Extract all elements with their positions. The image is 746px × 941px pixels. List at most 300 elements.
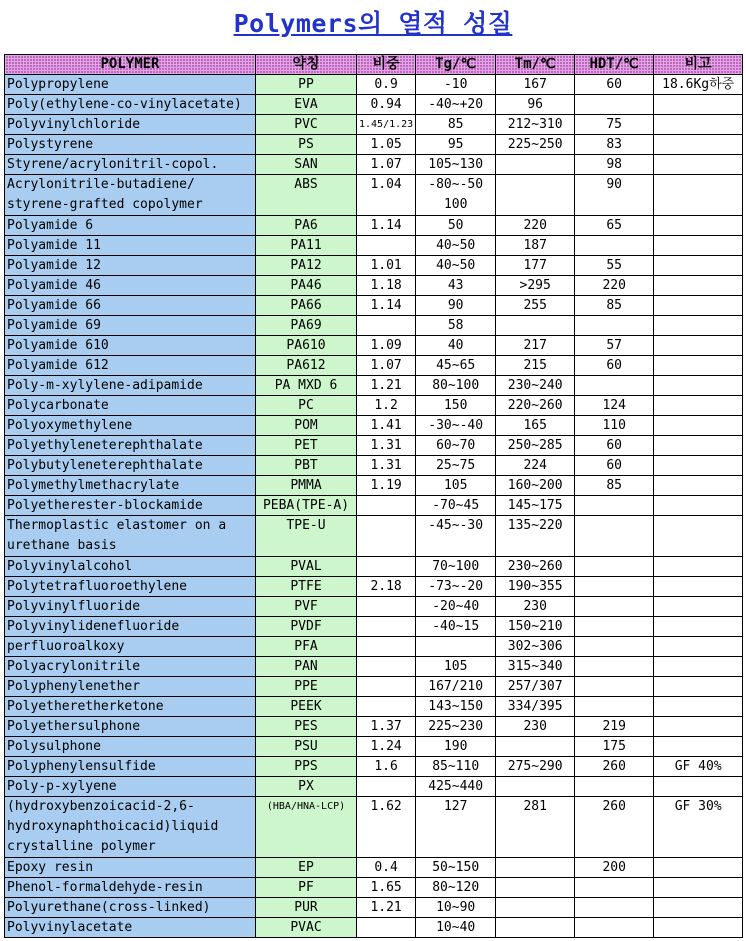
table-row bbox=[5, 697, 743, 717]
polymer-name: Polyethyleneterephthalate bbox=[5, 436, 256, 456]
header-specific-gravity: 비중 bbox=[357, 55, 416, 75]
table-row bbox=[5, 677, 743, 697]
abbreviation: PS bbox=[256, 135, 357, 155]
glass-transition-temp bbox=[416, 637, 496, 657]
glass-transition-temp: 90 bbox=[416, 296, 496, 316]
heat-deflection-temp bbox=[575, 496, 654, 516]
polymer-name: Polyvinylfluoride bbox=[5, 597, 256, 617]
glass-transition-temp: -80~-50 100 bbox=[416, 175, 496, 216]
melting-temp: 212~310 bbox=[496, 115, 575, 135]
abbreviation: PMMA bbox=[256, 476, 357, 496]
header-tm: Tm/℃ bbox=[496, 55, 575, 75]
abbreviation: TPE-U bbox=[256, 516, 357, 557]
remarks bbox=[654, 316, 743, 336]
glass-transition-temp: -10 bbox=[416, 75, 496, 95]
specific-gravity bbox=[357, 557, 416, 577]
abbreviation: PA6 bbox=[256, 216, 357, 236]
specific-gravity bbox=[357, 777, 416, 797]
abbreviation: PEBA(TPE-A) bbox=[256, 496, 357, 516]
melting-temp: 187 bbox=[496, 236, 575, 256]
table-row bbox=[5, 216, 743, 236]
remarks bbox=[654, 858, 743, 878]
heat-deflection-temp bbox=[575, 577, 654, 597]
specific-gravity: 1.07 bbox=[357, 155, 416, 175]
glass-transition-temp: 50 bbox=[416, 216, 496, 236]
polymer-name: Polyoxymethylene bbox=[5, 416, 256, 436]
remarks bbox=[654, 597, 743, 617]
glass-transition-temp: 70~100 bbox=[416, 557, 496, 577]
table-row bbox=[5, 256, 743, 276]
abbreviation: PA612 bbox=[256, 356, 357, 376]
specific-gravity: 1.41 bbox=[357, 416, 416, 436]
polymer-name: Polyurethane(cross-linked) bbox=[5, 898, 256, 918]
abbreviation: PA46 bbox=[256, 276, 357, 296]
melting-temp: 160~200 bbox=[496, 476, 575, 496]
glass-transition-temp: 40~50 bbox=[416, 256, 496, 276]
abbreviation: PPS bbox=[256, 757, 357, 777]
remarks bbox=[654, 777, 743, 797]
melting-temp: 190~355 bbox=[496, 577, 575, 597]
glass-transition-temp: -20~40 bbox=[416, 597, 496, 617]
heat-deflection-temp: 65 bbox=[575, 216, 654, 236]
abbreviation: PA66 bbox=[256, 296, 357, 316]
specific-gravity: 1.01 bbox=[357, 256, 416, 276]
melting-temp bbox=[496, 858, 575, 878]
abbreviation: PVF bbox=[256, 597, 357, 617]
melting-temp bbox=[496, 918, 575, 938]
melting-temp: 220~260 bbox=[496, 396, 575, 416]
abbreviation: PP bbox=[256, 75, 357, 95]
polymer-name: Polybutyleneterephthalate bbox=[5, 456, 256, 476]
polymer-name: Polycarbonate bbox=[5, 396, 256, 416]
specific-gravity: 1.09 bbox=[357, 336, 416, 356]
melting-temp: 302~306 bbox=[496, 637, 575, 657]
polymer-name: Phenol-formaldehyde-resin bbox=[5, 878, 256, 898]
melting-temp bbox=[496, 878, 575, 898]
table-row bbox=[5, 737, 743, 757]
heat-deflection-temp bbox=[575, 516, 654, 557]
melting-temp: 257/307 bbox=[496, 677, 575, 697]
melting-temp: 255 bbox=[496, 296, 575, 316]
remarks bbox=[654, 878, 743, 898]
heat-deflection-temp bbox=[575, 617, 654, 637]
melting-temp: 230~260 bbox=[496, 557, 575, 577]
remarks bbox=[654, 296, 743, 316]
melting-temp: 334/395 bbox=[496, 697, 575, 717]
glass-transition-temp: 425~440 bbox=[416, 777, 496, 797]
heat-deflection-temp: 110 bbox=[575, 416, 654, 436]
melting-temp: 230~240 bbox=[496, 376, 575, 396]
melting-temp bbox=[496, 316, 575, 336]
polymer-name: Polyamide 6 bbox=[5, 216, 256, 236]
table-row bbox=[5, 276, 743, 296]
remarks bbox=[654, 737, 743, 757]
specific-gravity: 1.05 bbox=[357, 135, 416, 155]
remarks bbox=[654, 376, 743, 396]
glass-transition-temp: 190 bbox=[416, 737, 496, 757]
specific-gravity: 1.6 bbox=[357, 757, 416, 777]
heat-deflection-temp: 200 bbox=[575, 858, 654, 878]
polymer-name: Polyamide 11 bbox=[5, 236, 256, 256]
abbreviation: PA11 bbox=[256, 236, 357, 256]
remarks bbox=[654, 95, 743, 115]
remarks bbox=[654, 216, 743, 236]
heat-deflection-temp: 85 bbox=[575, 476, 654, 496]
glass-transition-temp: 25~75 bbox=[416, 456, 496, 476]
glass-transition-temp: 45~65 bbox=[416, 356, 496, 376]
specific-gravity: 1.62 bbox=[357, 797, 416, 858]
specific-gravity bbox=[357, 516, 416, 557]
polymer-name: Polyethersulphone bbox=[5, 717, 256, 737]
specific-gravity bbox=[357, 918, 416, 938]
abbreviation: PFA bbox=[256, 637, 357, 657]
heat-deflection-temp bbox=[575, 898, 654, 918]
heat-deflection-temp bbox=[575, 878, 654, 898]
glass-transition-temp: 40 bbox=[416, 336, 496, 356]
table-row bbox=[5, 75, 743, 95]
specific-gravity: 1.19 bbox=[357, 476, 416, 496]
abbreviation: PTFE bbox=[256, 577, 357, 597]
melting-temp: 275~290 bbox=[496, 757, 575, 777]
heat-deflection-temp bbox=[575, 677, 654, 697]
abbreviation: SAN bbox=[256, 155, 357, 175]
remarks bbox=[654, 657, 743, 677]
polymer-name: Polyetheretherketone bbox=[5, 697, 256, 717]
heat-deflection-temp: 90 bbox=[575, 175, 654, 216]
specific-gravity: 1.2 bbox=[357, 396, 416, 416]
glass-transition-temp: 60~70 bbox=[416, 436, 496, 456]
glass-transition-temp: -40~15 bbox=[416, 617, 496, 637]
melting-temp: 250~285 bbox=[496, 436, 575, 456]
specific-gravity bbox=[357, 236, 416, 256]
abbreviation: PF bbox=[256, 878, 357, 898]
table-row bbox=[5, 356, 743, 376]
abbreviation: PA69 bbox=[256, 316, 357, 336]
heat-deflection-temp bbox=[575, 597, 654, 617]
table-row bbox=[5, 135, 743, 155]
remarks bbox=[654, 436, 743, 456]
specific-gravity: 1.31 bbox=[357, 456, 416, 476]
table-row bbox=[5, 597, 743, 617]
table-row bbox=[5, 777, 743, 797]
remarks bbox=[654, 396, 743, 416]
table-row bbox=[5, 316, 743, 336]
heat-deflection-temp: 60 bbox=[575, 356, 654, 376]
heat-deflection-temp: 75 bbox=[575, 115, 654, 135]
glass-transition-temp: 85 bbox=[416, 115, 496, 135]
remarks bbox=[654, 617, 743, 637]
heat-deflection-temp bbox=[575, 657, 654, 677]
abbreviation: PAN bbox=[256, 657, 357, 677]
glass-transition-temp: 105 bbox=[416, 657, 496, 677]
polymer-name: Polyvinylacetate bbox=[5, 918, 256, 938]
heat-deflection-temp: 260 bbox=[575, 757, 654, 777]
polymer-name: Thermoplastic elastomer on a urethane basis bbox=[5, 516, 256, 557]
table-row bbox=[5, 155, 743, 175]
remarks bbox=[654, 717, 743, 737]
table-row bbox=[5, 115, 743, 135]
abbreviation: PES bbox=[256, 717, 357, 737]
polymer-name: Polypropylene bbox=[5, 75, 256, 95]
abbreviation: POM bbox=[256, 416, 357, 436]
specific-gravity: 0.94 bbox=[357, 95, 416, 115]
table-row bbox=[5, 396, 743, 416]
heat-deflection-temp: 85 bbox=[575, 296, 654, 316]
melting-temp bbox=[496, 155, 575, 175]
remarks bbox=[654, 476, 743, 496]
melting-temp: 230 bbox=[496, 717, 575, 737]
heat-deflection-temp: 98 bbox=[575, 155, 654, 175]
specific-gravity bbox=[357, 657, 416, 677]
heat-deflection-temp bbox=[575, 236, 654, 256]
abbreviation: ABS bbox=[256, 175, 357, 216]
table-row bbox=[5, 436, 743, 456]
glass-transition-temp: -40~+20 bbox=[416, 95, 496, 115]
polymer-name: Polystyrene bbox=[5, 135, 256, 155]
remarks: 18.6Kg하중 bbox=[654, 75, 743, 95]
remarks bbox=[654, 456, 743, 476]
glass-transition-temp: 10~40 bbox=[416, 918, 496, 938]
remarks bbox=[654, 175, 743, 216]
abbreviation: PEEK bbox=[256, 697, 357, 717]
remarks bbox=[654, 356, 743, 376]
remarks bbox=[654, 115, 743, 135]
heat-deflection-temp: 57 bbox=[575, 336, 654, 356]
header-row bbox=[5, 55, 743, 75]
glass-transition-temp: 150 bbox=[416, 396, 496, 416]
table-row bbox=[5, 757, 743, 777]
remarks bbox=[654, 516, 743, 557]
header-abbreviation: 약칭 bbox=[256, 55, 357, 75]
remarks bbox=[654, 898, 743, 918]
glass-transition-temp: 95 bbox=[416, 135, 496, 155]
polymer-name: Polyamide 612 bbox=[5, 356, 256, 376]
melting-temp: 224 bbox=[496, 456, 575, 476]
heat-deflection-temp: 55 bbox=[575, 256, 654, 276]
remarks bbox=[654, 276, 743, 296]
specific-gravity: 0.9 bbox=[357, 75, 416, 95]
remarks: GF 40% bbox=[654, 757, 743, 777]
table-row bbox=[5, 557, 743, 577]
remarks bbox=[654, 416, 743, 436]
abbreviation: PUR bbox=[256, 898, 357, 918]
melting-temp: 96 bbox=[496, 95, 575, 115]
polymer-name: Polyetherester-blockamide bbox=[5, 496, 256, 516]
heat-deflection-temp bbox=[575, 316, 654, 336]
specific-gravity: 1.24 bbox=[357, 737, 416, 757]
table-row bbox=[5, 236, 743, 256]
melting-temp bbox=[496, 898, 575, 918]
polymer-name: (hydroxybenzoicacid-2,6- hydroxynaphthoicacid)liquid crystalline polymer bbox=[5, 797, 256, 858]
glass-transition-temp: 58 bbox=[416, 316, 496, 336]
melting-temp: 167 bbox=[496, 75, 575, 95]
header-remarks: 비고 bbox=[654, 55, 743, 75]
polymer-name: Polyvinylidenefluoride bbox=[5, 617, 256, 637]
abbreviation: PA MXD 6 bbox=[256, 376, 357, 396]
polymer-name: Polyphenylensulfide bbox=[5, 757, 256, 777]
melting-temp bbox=[496, 777, 575, 797]
glass-transition-temp: 40~50 bbox=[416, 236, 496, 256]
abbreviation: EP bbox=[256, 858, 357, 878]
polymer-name: Polyamide 12 bbox=[5, 256, 256, 276]
polymer-name: Polyvinylchloride bbox=[5, 115, 256, 135]
remarks bbox=[654, 256, 743, 276]
remarks bbox=[654, 557, 743, 577]
heat-deflection-temp: 260 bbox=[575, 797, 654, 858]
specific-gravity: 1.18 bbox=[357, 276, 416, 296]
heat-deflection-temp: 60 bbox=[575, 456, 654, 476]
heat-deflection-temp: 83 bbox=[575, 135, 654, 155]
specific-gravity: 1.04 bbox=[357, 175, 416, 216]
melting-temp: 217 bbox=[496, 336, 575, 356]
polymer-name: Epoxy resin bbox=[5, 858, 256, 878]
table-row bbox=[5, 717, 743, 737]
glass-transition-temp: -30~-40 bbox=[416, 416, 496, 436]
polymer-name: Polytetrafluoroethylene bbox=[5, 577, 256, 597]
remarks bbox=[654, 577, 743, 597]
table-row bbox=[5, 416, 743, 436]
table-row bbox=[5, 918, 743, 938]
glass-transition-temp: 105~130 bbox=[416, 155, 496, 175]
table-row bbox=[5, 657, 743, 677]
abbreviation: (HBA/HNA-LCP) bbox=[256, 797, 357, 858]
heat-deflection-temp: 175 bbox=[575, 737, 654, 757]
abbreviation: PPE bbox=[256, 677, 357, 697]
table-row bbox=[5, 637, 743, 657]
melting-temp: 165 bbox=[496, 416, 575, 436]
specific-gravity: 2.18 bbox=[357, 577, 416, 597]
specific-gravity bbox=[357, 617, 416, 637]
polymer-name: Polyvinylalcohol bbox=[5, 557, 256, 577]
polymer-name: Polyamide 66 bbox=[5, 296, 256, 316]
table-row bbox=[5, 476, 743, 496]
glass-transition-temp: 80~100 bbox=[416, 376, 496, 396]
abbreviation: PA12 bbox=[256, 256, 357, 276]
remarks bbox=[654, 236, 743, 256]
polymer-name: Polyacrylonitrile bbox=[5, 657, 256, 677]
header-hdt: HDT/℃ bbox=[575, 55, 654, 75]
table-row bbox=[5, 617, 743, 637]
specific-gravity: 1.37 bbox=[357, 717, 416, 737]
heat-deflection-temp bbox=[575, 557, 654, 577]
remarks bbox=[654, 496, 743, 516]
table-row bbox=[5, 577, 743, 597]
abbreviation: PVAL bbox=[256, 557, 357, 577]
specific-gravity: 1.14 bbox=[357, 296, 416, 316]
polymer-name: Polymethylmethacrylate bbox=[5, 476, 256, 496]
heat-deflection-temp: 60 bbox=[575, 436, 654, 456]
remarks bbox=[654, 677, 743, 697]
abbreviation: PVC bbox=[256, 115, 357, 135]
polymer-name: Poly-p-xylyene bbox=[5, 777, 256, 797]
page-title: Polymers의 열적 성질 bbox=[233, 9, 513, 38]
table-row bbox=[5, 376, 743, 396]
polymer-name: Polysulphone bbox=[5, 737, 256, 757]
glass-transition-temp: 10~90 bbox=[416, 898, 496, 918]
specific-gravity: 1.21 bbox=[357, 376, 416, 396]
specific-gravity bbox=[357, 677, 416, 697]
remarks bbox=[654, 697, 743, 717]
melting-temp: 225~250 bbox=[496, 135, 575, 155]
glass-transition-temp: 143~150 bbox=[416, 697, 496, 717]
melting-temp: 315~340 bbox=[496, 657, 575, 677]
melting-temp: 215 bbox=[496, 356, 575, 376]
melting-temp: 177 bbox=[496, 256, 575, 276]
polymer-name: perfluoroalkoxy bbox=[5, 637, 256, 657]
specific-gravity: 1.07 bbox=[357, 356, 416, 376]
remarks bbox=[654, 637, 743, 657]
table-row bbox=[5, 858, 743, 878]
remarks: GF 30% bbox=[654, 797, 743, 858]
glass-transition-temp: -70~45 bbox=[416, 496, 496, 516]
glass-transition-temp: -45~-30 bbox=[416, 516, 496, 557]
specific-gravity: 1.45/1.23 bbox=[357, 115, 416, 135]
abbreviation: PVDF bbox=[256, 617, 357, 637]
heat-deflection-temp bbox=[575, 697, 654, 717]
melting-temp: 281 bbox=[496, 797, 575, 858]
melting-temp: 150~210 bbox=[496, 617, 575, 637]
glass-transition-temp: -73~-20 bbox=[416, 577, 496, 597]
melting-temp: 230 bbox=[496, 597, 575, 617]
glass-transition-temp: 105 bbox=[416, 476, 496, 496]
glass-transition-temp: 225~230 bbox=[416, 717, 496, 737]
specific-gravity: 1.21 bbox=[357, 898, 416, 918]
abbreviation: PVAC bbox=[256, 918, 357, 938]
glass-transition-temp: 80~120 bbox=[416, 878, 496, 898]
abbreviation: EVA bbox=[256, 95, 357, 115]
heat-deflection-temp bbox=[575, 777, 654, 797]
heat-deflection-temp bbox=[575, 376, 654, 396]
abbreviation: PBT bbox=[256, 456, 357, 476]
abbreviation: PX bbox=[256, 777, 357, 797]
melting-temp: 220 bbox=[496, 216, 575, 236]
header-polymer: POLYMER bbox=[5, 55, 256, 75]
remarks bbox=[654, 918, 743, 938]
glass-transition-temp: 43 bbox=[416, 276, 496, 296]
polymer-name: Styrene/acrylonitril-copol. bbox=[5, 155, 256, 175]
melting-temp: >295 bbox=[496, 276, 575, 296]
heat-deflection-temp: 219 bbox=[575, 717, 654, 737]
specific-gravity bbox=[357, 697, 416, 717]
heat-deflection-temp bbox=[575, 918, 654, 938]
specific-gravity: 1.31 bbox=[357, 436, 416, 456]
specific-gravity bbox=[357, 316, 416, 336]
polymer-name: Polyamide 69 bbox=[5, 316, 256, 336]
specific-gravity bbox=[357, 637, 416, 657]
table-row bbox=[5, 336, 743, 356]
glass-transition-temp: 50~150 bbox=[416, 858, 496, 878]
glass-transition-temp: 85~110 bbox=[416, 757, 496, 777]
remarks bbox=[654, 336, 743, 356]
specific-gravity: 0.4 bbox=[357, 858, 416, 878]
melting-temp bbox=[496, 175, 575, 216]
heat-deflection-temp: 124 bbox=[575, 396, 654, 416]
table-row bbox=[5, 296, 743, 316]
glass-transition-temp: 127 bbox=[416, 797, 496, 858]
remarks bbox=[654, 155, 743, 175]
specific-gravity bbox=[357, 597, 416, 617]
abbreviation: PC bbox=[256, 396, 357, 416]
table-row bbox=[5, 175, 743, 216]
table-row bbox=[5, 797, 743, 858]
melting-temp: 145~175 bbox=[496, 496, 575, 516]
table-row bbox=[5, 95, 743, 115]
table-row bbox=[5, 456, 743, 476]
heat-deflection-temp bbox=[575, 95, 654, 115]
polymer-name: Poly(ethylene-co-vinylacetate) bbox=[5, 95, 256, 115]
abbreviation: PSU bbox=[256, 737, 357, 757]
polymer-name: Acrylonitrile-butadiene/ styrene-grafted copolymer bbox=[5, 175, 256, 216]
